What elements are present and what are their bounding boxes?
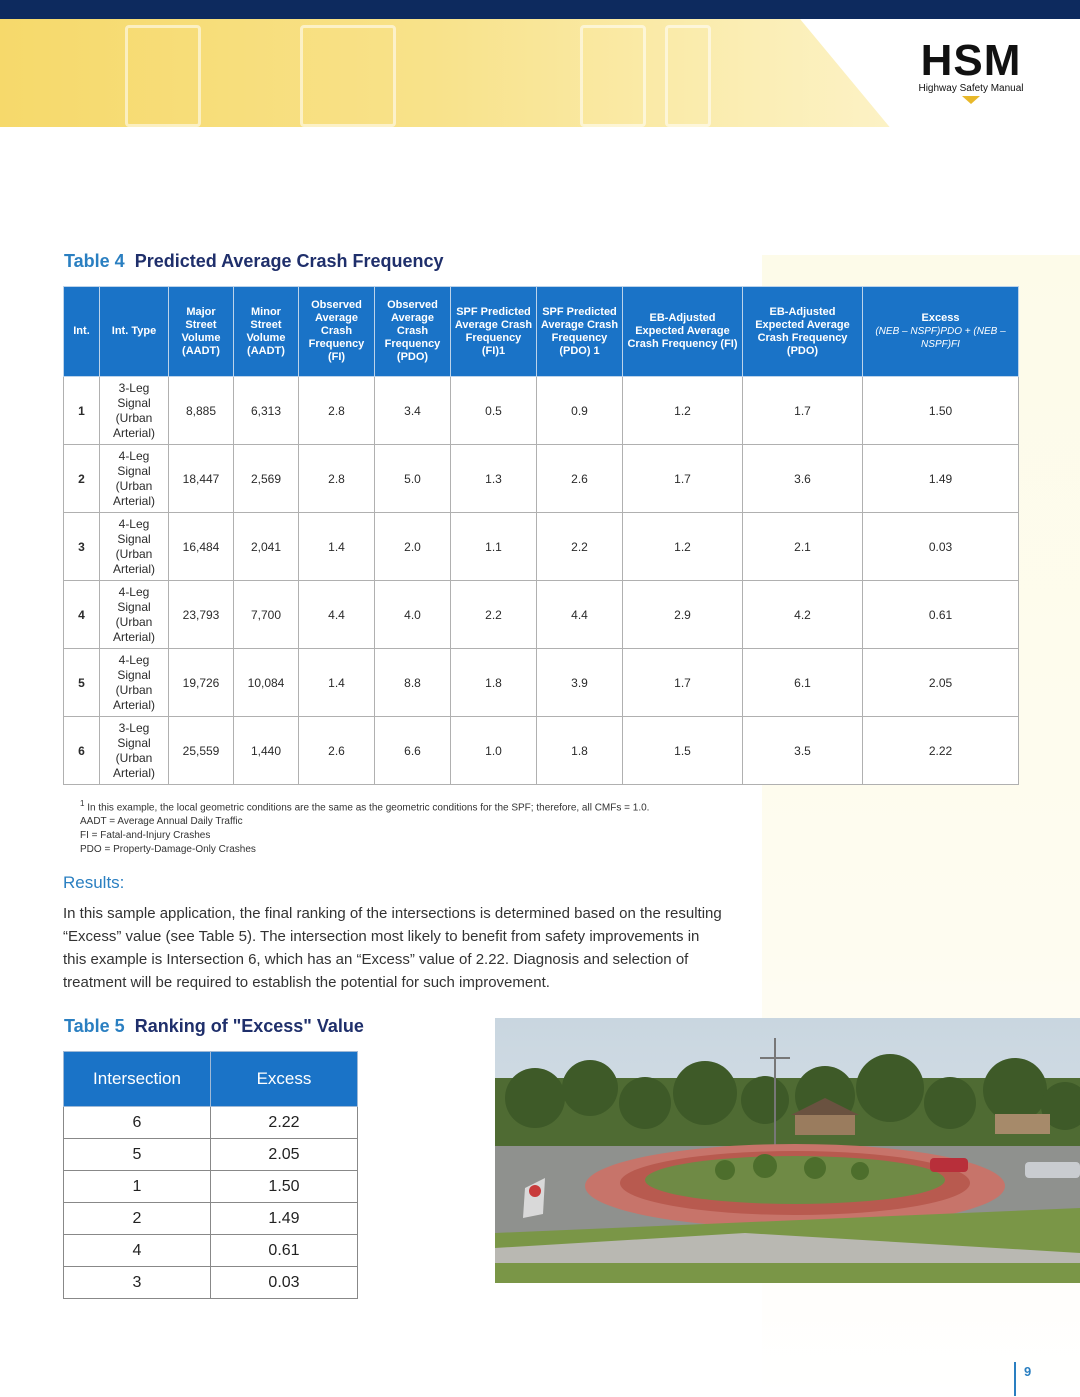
roundabout-image [495,1018,1080,1283]
logo-triangle-icon [962,96,980,104]
cell-minor: 2,569 [234,445,299,513]
cell-obs-fi: 2.6 [299,717,375,785]
cell-excess: 0.61 [211,1235,358,1267]
note-fi: FI = Fatal-and-Injury Crashes [80,830,211,842]
cell-obs-fi: 2.8 [299,377,375,445]
col-eb-fi: EB-Adjusted Expected Average Crash Frequency (FI) [623,287,743,377]
table5-row [64,1235,358,1267]
excess-formula: (NEB – NSPF)PDO + (NEB – NSPF)FI [875,326,1006,350]
col-minor-volume: Minor Street Volume (AADT) [234,287,299,377]
cell-eb-pdo: 4.2 [743,581,863,649]
cell-type: 4-Leg Signal (Urban Arterial) [100,513,169,581]
table5-body [64,1107,358,1299]
cell-obs-pdo: 4.0 [375,581,451,649]
cell-eb-fi: 1.2 [623,513,743,581]
cell-excess: 2.22 [211,1107,358,1139]
cell-intersection: 5 [64,1139,211,1171]
footnote-mark: 1 [80,799,85,808]
cell-eb-fi: 1.7 [623,649,743,717]
cell-eb-fi: 1.2 [623,377,743,445]
table5-row [64,1267,358,1299]
col-int: Int. [64,287,100,377]
footnote-text: In this example, the local geometric conditions are the same as the geometric conditions for the SPF; therefore, all CMFs = 1.0. [87,802,650,814]
col-excess-label: Excess [921,312,960,324]
cell-int: 6 [64,717,100,785]
roundabout-photo [495,1018,1080,1283]
cell-eb-pdo: 3.5 [743,717,863,785]
table4-row [64,513,1019,581]
cell-spf-fi: 2.2 [451,581,537,649]
cell-spf-pdo: 2.2 [537,513,623,581]
results-heading: Results: [63,873,125,892]
cell-type: 4-Leg Signal (Urban Arterial) [100,581,169,649]
cell-major: 8,885 [169,377,234,445]
table4 [63,286,1019,785]
col-observed-pdo: Observed Average Crash Frequency (PDO) [375,287,451,377]
cell-minor: 7,700 [234,581,299,649]
top-bar [0,0,1080,19]
table5-row [64,1171,358,1203]
cell-minor: 2,041 [234,513,299,581]
cell-spf-fi: 1.8 [451,649,537,717]
cell-int: 1 [64,377,100,445]
cell-intersection: 6 [64,1107,211,1139]
cell-eb-pdo: 3.6 [743,445,863,513]
cell-excess: 1.49 [211,1203,358,1235]
cell-eb-pdo: 2.1 [743,513,863,581]
cell-int: 3 [64,513,100,581]
cell-minor: 1,440 [234,717,299,785]
table4-row [64,717,1019,785]
cell-excess: 0.03 [211,1267,358,1299]
cell-obs-pdo: 3.4 [375,377,451,445]
col-excess [863,287,1019,377]
cell-type: 3-Leg Signal (Urban Arterial) [100,717,169,785]
cell-excess: 2.05 [863,649,1019,717]
col-eb-pdo: EB-Adjusted Expected Average Crash Frequency (PDO) [743,287,863,377]
cell-int: 5 [64,649,100,717]
page-number: 9 [1014,1362,1031,1396]
table4-header-row [64,287,1019,377]
cell-int: 2 [64,445,100,513]
cell-spf-pdo: 3.9 [537,649,623,717]
note-pdo: PDO = Property-Damage-Only Crashes [80,844,256,856]
col-spf-fi: SPF Predicted Average Crash Frequency (FI)1 [451,287,537,377]
cell-type: 4-Leg Signal (Urban Arterial) [100,445,169,513]
table5-header-row [64,1052,358,1107]
cell-major: 23,793 [169,581,234,649]
cell-major: 18,447 [169,445,234,513]
cell-obs-fi: 1.4 [299,649,375,717]
table4-notes [80,797,649,857]
cell-excess: 2.22 [863,717,1019,785]
cell-eb-pdo: 1.7 [743,377,863,445]
cell-type: 4-Leg Signal (Urban Arterial) [100,649,169,717]
hsm-logo [898,36,1044,104]
cell-intersection: 3 [64,1267,211,1299]
cell-spf-pdo: 1.8 [537,717,623,785]
cell-intersection: 2 [64,1203,211,1235]
col-major-volume: Major Street Volume (AADT) [169,287,234,377]
cell-obs-pdo: 6.6 [375,717,451,785]
cell-obs-pdo: 5.0 [375,445,451,513]
table4-title-text: Predicted Average Crash Frequency [134,251,444,271]
cell-minor: 10,084 [234,649,299,717]
cell-excess: 1.50 [211,1171,358,1203]
col-observed-fi: Observed Average Crash Frequency (FI) [299,287,375,377]
cell-excess: 0.61 [863,581,1019,649]
table5 [63,1051,358,1299]
cell-eb-fi: 1.5 [623,717,743,785]
cell-type: 3-Leg Signal (Urban Arterial) [100,377,169,445]
cell-minor: 6,313 [234,377,299,445]
cell-intersection: 1 [64,1171,211,1203]
cell-spf-pdo: 2.6 [537,445,623,513]
table4-row [64,649,1019,717]
table4-title [64,251,444,272]
cell-eb-pdo: 6.1 [743,649,863,717]
table4-body [64,377,1019,785]
cell-spf-pdo: 4.4 [537,581,623,649]
cell-eb-fi: 1.7 [623,445,743,513]
note-aadt: AADT = Average Annual Daily Traffic [80,816,243,828]
logo-text: HSM [920,36,1022,85]
cell-excess: 2.05 [211,1139,358,1171]
table5-row [64,1139,358,1171]
cell-obs-fi: 2.8 [299,445,375,513]
cell-spf-fi: 1.0 [451,717,537,785]
cell-major: 16,484 [169,513,234,581]
cell-excess: 0.03 [863,513,1019,581]
table4-row [64,445,1019,513]
cell-spf-fi: 0.5 [451,377,537,445]
cell-obs-fi: 4.4 [299,581,375,649]
cell-major: 19,726 [169,649,234,717]
cell-spf-pdo: 0.9 [537,377,623,445]
table5-number: Table 5 [64,1016,125,1036]
logo-subtitle: Highway Safety Manual [918,83,1024,94]
cell-obs-fi: 1.4 [299,513,375,581]
table5-title [64,1016,364,1037]
cell-obs-pdo: 8.8 [375,649,451,717]
cell-major: 25,559 [169,717,234,785]
cell-spf-fi: 1.3 [451,445,537,513]
results-paragraph: In this sample application, the final ranking of the intersections is determined based on the resulting “Excess” value (see Table 5). The intersection most likely to benefit from safety improvements in this example is Intersection 6, which has an “Excess” value of 2.22. Diagnosis and selection of treatment will be required to establish the potential for such improvement. [63,905,722,991]
table5-row [64,1107,358,1139]
cell-excess: 1.49 [863,445,1019,513]
col-int-type: Int. Type [100,287,169,377]
cell-eb-fi: 2.9 [623,581,743,649]
cell-intersection: 4 [64,1235,211,1267]
table4-row [64,581,1019,649]
table5-title-text: Ranking of "Excess" Value [134,1016,364,1036]
cell-spf-fi: 1.1 [451,513,537,581]
cell-obs-pdo: 2.0 [375,513,451,581]
table5-row [64,1203,358,1235]
col-excess-value: Excess [211,1052,358,1107]
table4-number: Table 4 [64,251,125,271]
table4-row [64,377,1019,445]
col-spf-pdo: SPF Predicted Average Crash Frequency (PDO) 1 [537,287,623,377]
col-intersection: Intersection [64,1052,211,1107]
cell-excess: 1.50 [863,377,1019,445]
cell-int: 4 [64,581,100,649]
